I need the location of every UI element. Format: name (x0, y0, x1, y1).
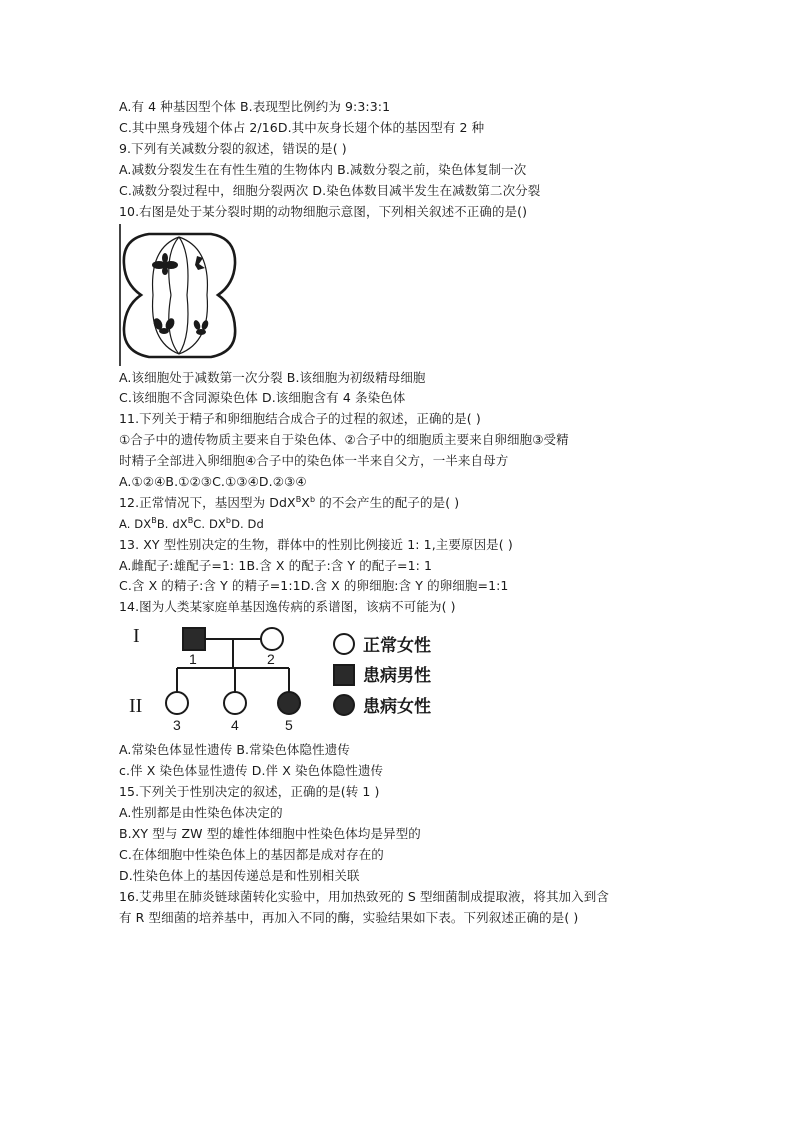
q11-stem: 11.下列关于精子和卵细胞结合成合子的过程的叙述，正确的是( ) (119, 411, 481, 426)
individual-label-5: 5 (285, 717, 293, 733)
legend-normal-female-icon (334, 634, 354, 654)
legend-affected-female-icon (334, 695, 354, 715)
q10-options-ab: A.该细胞处于减数第一次分裂 B.该细胞为初级精母细胞 (119, 370, 426, 385)
individual-label-1: 1 (189, 651, 197, 667)
q9-options-ab: A.减数分裂发生在有性生殖的生物体内 B.减数分裂之前，染色体复制一次 (119, 162, 527, 177)
q13-stem: 13. XY 型性别决定的生物，群体中的性别比例接近 1: 1,主要原因是( ) (119, 537, 513, 552)
legend-affected-male: 患病男性 (363, 666, 431, 686)
q15-option-c: C.在体细胞中性染色体上的基因都是成对存在的 (119, 847, 384, 862)
q8-options-ab: A.有 4 种基因型个体 B.表现型比例约为 9:3:3:1 (119, 99, 391, 114)
q9-options-cd: C.减数分裂过程中，细胞分裂两次 D.染色体数目减半发生在减数第二次分裂 (119, 183, 541, 198)
q16-stem-2: 有 R 型细菌的培养基中，再加入不同的酶，实验结果如下表。下列叙述正确的是( ) (119, 910, 579, 925)
legend-affected-male-icon (334, 665, 354, 685)
individual-label-3: 3 (173, 717, 181, 733)
q9-stem: 9.下列有关减数分裂的叙述，错误的是( ) (119, 141, 347, 156)
generation-label-2: II (129, 695, 143, 717)
q11-statement-1: ①合子中的遗传物质主要来自于染色体、②合子中的细胞质主要来自卵细胞③受精 (119, 432, 569, 447)
legend-normal-female: 正常女性 (363, 636, 431, 656)
individual-5-affected-female (278, 692, 300, 714)
individual-2-normal-female (261, 628, 283, 650)
pedigree-chart (119, 620, 449, 736)
q14-options-ab: A.常染色体显性遗传 B.常染色体隐性遗传 (119, 742, 350, 757)
q10-stem: 10.右图是处于某分裂时期的动物细胞示意图，下列相关叙述不正确的是() (119, 204, 528, 219)
q10-options-cd: C.该细胞不含同源染色体 D.该细胞含有 4 条染色体 (119, 390, 406, 405)
individual-label-2: 2 (267, 651, 275, 667)
q14-stem: 14.图为人类某家庭单基因逸传病的系谱图，该病不可能为( ) (119, 599, 456, 614)
q13-options-cd: C.含 X 的精子:含 Y 的精子=1:1D.含 X 的卵细胞:含 Y 的卵细胞=1:1 (119, 578, 509, 593)
individual-4-normal-female (224, 692, 246, 714)
q16-stem-1: 16.艾弗里在肺炎链球菌转化实验中，用加热致死的 S 型细菌制成提取液，将其加入到含 (119, 889, 609, 904)
q15-option-b: B.XY 型与 ZW 型的雄性体细胞中性染色体均是异型的 (119, 826, 421, 841)
individual-label-4: 4 (231, 717, 239, 733)
q15-option-d: D.性染色体上的基因传递总是和性别相关联 (119, 868, 360, 883)
q15-stem: 15.下列关于性别决定的叙述，正确的是(转 1 ) (119, 784, 380, 799)
q14-options-cd: c.伴 X 染色体显性遗传 D.伴 X 染色体隐性遗传 (119, 763, 384, 778)
legend-affected-female: 患病女性 (363, 697, 431, 717)
q8-options-cd: C.其中黑身残翅个体占 2/16D.其中灰身长翅个体的基因型有 2 种 (119, 120, 485, 135)
q11-options: A.①②④B.①②③C.①③④D.②③④ (119, 474, 307, 489)
q12-options: A. $DX^BB$. $dX^BC$. $DX^bD$. Dd (119, 516, 264, 531)
q12-stem: 12.正常情况下，基因型为 $DdX^BX^b$ 的不会产生的配子的是( ) (119, 495, 460, 510)
individual-1-affected-male (183, 628, 205, 650)
q15-option-a: A.性别都是由性染色体决定的 (119, 805, 283, 820)
generation-label-1: I (133, 625, 140, 647)
cell-division-figure (119, 224, 239, 366)
individual-3-normal-female (166, 692, 188, 714)
q13-options-ab: A.雌配子:雄配子=1: 1B.含 X 的配子:含 Y 的配子=1: 1 (119, 558, 433, 573)
q11-statement-2: 时精子全部进入卵细胞④合子中的染色体一半来自父方，一半来自母方 (119, 453, 509, 468)
